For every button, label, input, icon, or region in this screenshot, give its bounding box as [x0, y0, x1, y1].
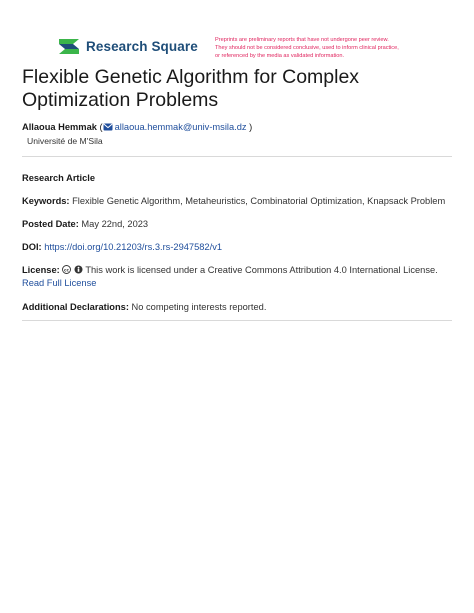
research-square-logo-icon	[57, 37, 81, 55]
research-square-logo[interactable]	[57, 37, 198, 55]
disclaimer-line: Preprints are preliminary reports that have not undergone peer review.	[215, 37, 389, 43]
paper-title	[22, 66, 462, 112]
read-full-license-link[interactable]: Read Full License	[22, 278, 97, 288]
author-line	[22, 122, 252, 132]
article-type: Research Article	[22, 173, 96, 183]
doi-link[interactable]: https://doi.org/10.21203/rs.3.rs-2947582/v1	[44, 242, 223, 252]
declarations-row	[22, 301, 452, 314]
posted-date-value: May 22nd, 2023	[81, 219, 149, 229]
keywords-label: Keywords:	[22, 196, 70, 206]
title-line: Flexible Genetic Algorithm for Complex	[22, 66, 360, 88]
posted-date-row	[22, 218, 452, 231]
creative-commons-icon	[62, 265, 71, 274]
doi-label: DOI:	[22, 242, 42, 252]
header	[0, 0, 474, 62]
keywords-value: Flexible Genetic Algorithm, Metaheuristics, Combinatorial Optimization, Knapsack Problem	[72, 196, 446, 206]
divider	[22, 156, 452, 157]
envelope-icon	[103, 123, 113, 131]
declarations-value: No competing interests reported.	[131, 302, 267, 312]
keywords-row	[22, 195, 452, 208]
author-name: Allaoua Hemmak	[22, 122, 97, 132]
license-label: License:	[22, 265, 60, 275]
preprint-disclaimer	[215, 36, 450, 60]
open-paren: (	[99, 122, 103, 132]
close-paren: )	[246, 122, 253, 132]
brand-name: Research Square	[86, 38, 198, 54]
license-row	[22, 264, 452, 290]
attribution-icon	[74, 265, 83, 274]
author-email-link[interactable]: allaoua.hemmak@univ-msila.dz	[114, 122, 247, 132]
disclaimer-line: or referenced by the media as validated information.	[215, 53, 345, 59]
posted-date-label: Posted Date:	[22, 219, 79, 229]
author-affiliation: Université de M'Sila	[27, 136, 103, 146]
svg-text:cc: cc	[64, 267, 70, 273]
doi-row	[22, 241, 452, 254]
declarations-label: Additional Declarations:	[22, 302, 129, 312]
disclaimer-line: They should not be considered conclusive, used to inform clinical practice,	[215, 45, 399, 51]
license-text: This work is licensed under a Creative Commons Attribution 4.0 International License.	[85, 265, 438, 275]
title-line: Optimization Problems	[22, 89, 219, 111]
divider	[22, 320, 452, 321]
